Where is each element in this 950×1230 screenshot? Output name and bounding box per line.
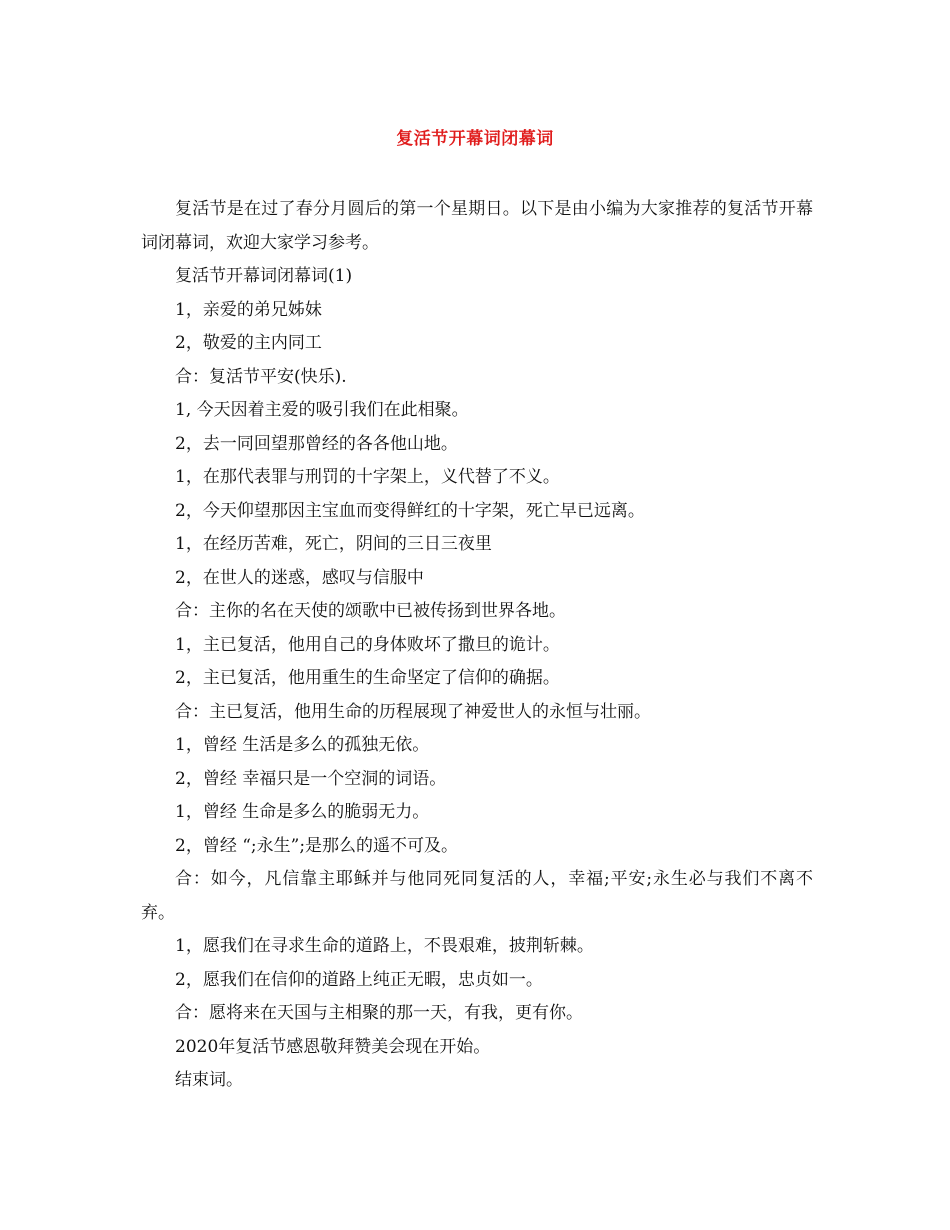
paragraph: 复活节是在过了春分月圆后的第一个星期日。以下是由小编为大家推荐的复活节开幕词闭幕词，欢迎大家学习参考。 [141,199,813,253]
paragraph: 2020年复活节感恩敬拜赞美会现在开始。 [175,1036,491,1057]
paragraph: 合：复活节平安(快乐). [175,366,347,387]
paragraph: 1，主已复活，他用自己的身体败坏了撒旦的诡计。 [175,634,560,655]
paragraph: 1，愿我们在寻求生命的道路上，不畏艰难，披荆斩棘。 [175,936,594,956]
paragraph: 1，在经历苦难，死亡，阴间的三日三夜里 [175,534,492,554]
paragraph: 复活节开幕词闭幕词(1) [175,266,353,286]
document-title: 复活节开幕词闭幕词 [396,129,554,149]
paragraph: 1，亲爱的弟兄姊妹 [175,299,322,320]
paragraph: 2，愿我们在信仰的道路上纯正无暇，忠贞如一。 [175,969,543,990]
paragraph: 1，在那代表罪与刑罚的十字架上，义代替了不义。 [175,467,560,487]
paragraph: 2，曾经 幸福只是一个空洞的词语。 [175,768,447,789]
document-body [141,193,813,1098]
paragraph: 2，去一同回望那曾经的各各他山地。 [175,433,458,454]
paragraph: 1, 今天因着主爱的吸引我们在此相聚。 [175,400,469,420]
paragraph: 1，曾经 生活是多么的孤独无依。 [175,735,430,755]
paragraph: 2，在世人的迷惑，感叹与信服中 [175,567,424,588]
paragraph: 合：主已复活，他用生命的历程展现了神爱世人的永恒与壮丽。 [175,701,651,722]
paragraph: 2，敬爱的主内同工 [175,333,322,353]
paragraph: 2，主已复活，他用重生的生命坚定了信仰的确据。 [175,668,560,688]
paragraph: 合：愿将来在天国与主相聚的那一天，有我，更有你。 [175,1003,583,1023]
paragraph: 合：主你的名在天使的颂歌中已被传扬到世界各地。 [175,601,566,621]
paragraph: 结束词。 [175,1070,243,1090]
paragraph: 2，曾经 “;永生”;是那么的遥不可及。 [175,835,459,856]
paragraph: 2，今天仰望那因主宝血而变得鲜红的十字架，死亡早已远离。 [175,500,645,521]
paragraph: 1，曾经 生命是多么的脆弱无力。 [175,802,430,822]
paragraph: 合：如今，凡信靠主耶稣并与他同死同复活的人，幸福;平安;永生必与我们不离不弃。 [141,869,813,923]
